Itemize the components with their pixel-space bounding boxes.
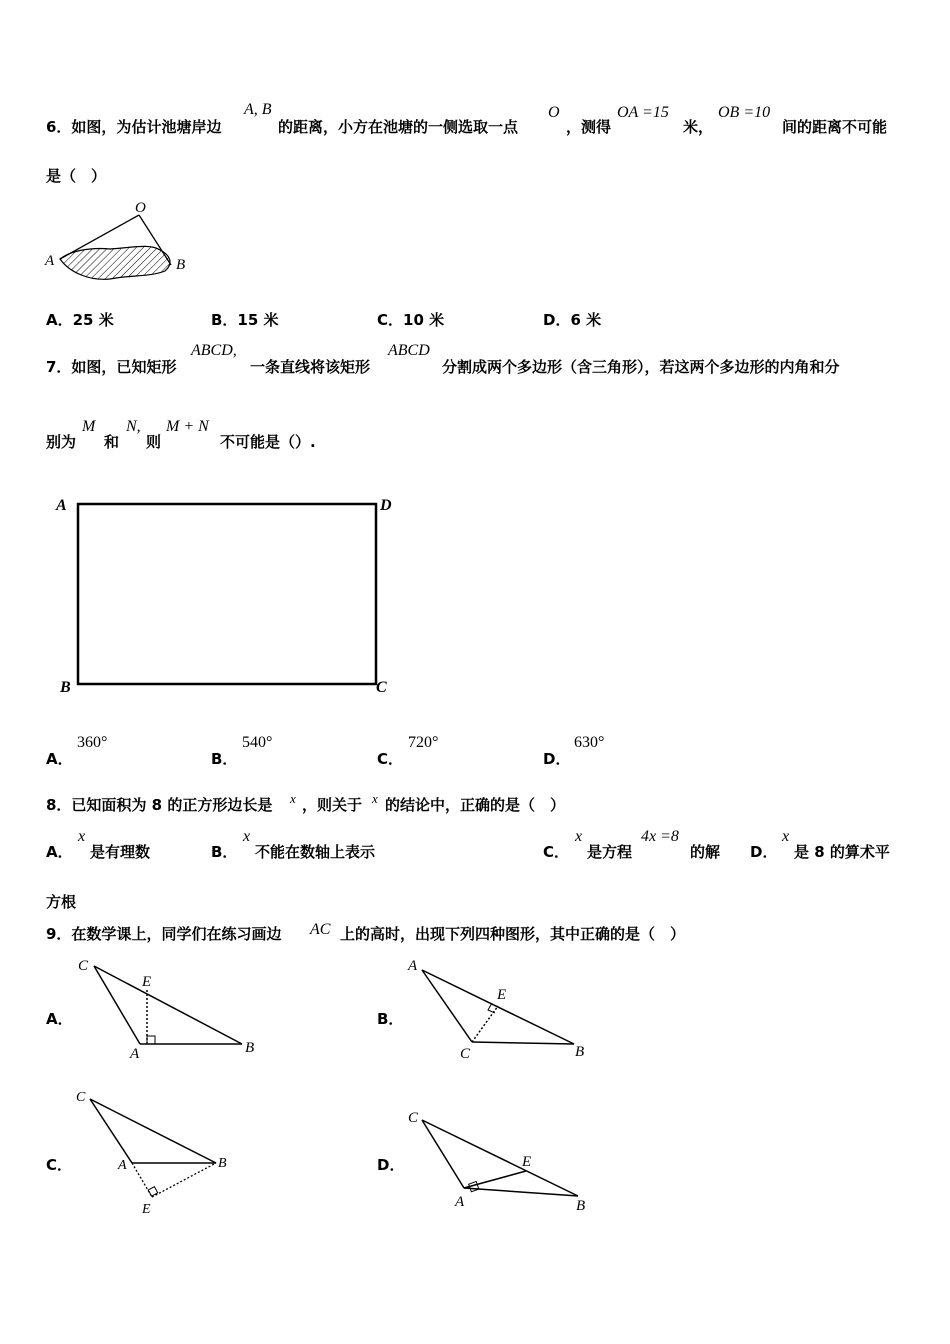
q7-option-d-value: 630° [574, 734, 605, 751]
q9-option-b-label: B． [377, 1010, 404, 1028]
svg-text:C: C [78, 958, 89, 974]
q9-option-c-label: C． [46, 1156, 73, 1174]
point-a-label: A [45, 253, 55, 269]
q7-option-a-label: A． [46, 750, 73, 768]
q7-text-2b: 和 [104, 433, 120, 451]
q8-option-d-text: 是 8 的算术平 [794, 843, 890, 861]
rectangle-abcd [78, 504, 376, 684]
q6-text-1b: 的距离，小方在池塘的一侧选取一点 [278, 118, 519, 136]
q8-text-1b: ，则关于 [302, 796, 363, 814]
q7-option-a-value: 360° [77, 734, 108, 751]
q6-math-o: O [548, 104, 560, 121]
svg-text:A: A [455, 1194, 465, 1210]
svg-text:E: E [522, 1154, 532, 1170]
q6-option-c: C．10 米 [377, 311, 445, 329]
q6-text-2: 是（ ） [46, 167, 107, 185]
q6-pond-figure [40, 195, 200, 285]
svg-text:E: E [142, 1202, 151, 1217]
q8-option-a-label: A． [46, 843, 73, 861]
q6-math-ab: A, B [244, 101, 272, 118]
q6-text-1d: 米， [683, 118, 714, 136]
q7-text-1b: 一条直线将该矩形 [250, 358, 371, 376]
q8-option-a-math: x [78, 828, 86, 845]
svg-text:A: A [130, 1046, 140, 1062]
q7-text-2a: 别为 [46, 433, 77, 451]
vertex-b-label: B [60, 679, 71, 696]
svg-text:B: B [218, 1156, 227, 1171]
q7-text-1c: 分割成两个多边形（含三角形），若这两个多边形的内角和分 [442, 358, 840, 376]
q7-option-b-label: B． [211, 750, 238, 768]
q7-math-abcd2: ABCD [388, 342, 430, 359]
q6-option-b: B．15 米 [211, 311, 279, 329]
q8-text-1c: 的结论中，正确的是（ ） [385, 796, 566, 814]
q6-option-a: A．25 米 [46, 311, 114, 329]
q9-figure-b [400, 950, 600, 1065]
q9-figure-a [70, 950, 270, 1065]
q7-text-1a: 7．如图，已知矩形 [46, 358, 177, 376]
q8-option-b-text: 不能在数轴上表示 [255, 843, 376, 861]
svg-text:C: C [76, 1090, 86, 1105]
q8-option-d-math: x [782, 828, 790, 845]
q7-text-2c: 则 [146, 433, 162, 451]
q8-option-b-math: x [243, 828, 251, 845]
q8-text-1a: 8．已知面积为 8 的正方形边长是 [46, 796, 273, 814]
svg-text:B: B [576, 1198, 586, 1214]
q7-rectangle-figure [50, 490, 410, 700]
q6-math-ob: OB =10 [718, 104, 771, 121]
point-o-label: O [135, 200, 146, 216]
q8-option-c-text2: 的解 [690, 843, 721, 861]
q8-option-b-label: B． [211, 843, 238, 861]
q9-figure-d [400, 1100, 600, 1220]
q8-option-c-math2: 4x =8 [641, 828, 679, 845]
q6-math-oa: OA =15 [617, 104, 669, 121]
q6-text-1c: ，测得 [566, 118, 612, 136]
pond-shape [60, 246, 170, 279]
q8-option-c-text1: 是方程 [587, 843, 633, 861]
q7-math-mn: M + N [166, 418, 209, 435]
q9-figure-c [70, 1085, 250, 1220]
svg-text:A: A [408, 958, 418, 974]
q9-math-ac: AC [310, 921, 331, 938]
svg-text:C: C [460, 1046, 471, 1062]
svg-text:E: E [142, 974, 152, 990]
q7-option-d-label: D． [543, 750, 571, 768]
q9-text-1a: 9．在数学课上，同学们在练习画边 [46, 925, 282, 943]
q9-text-1b: 上的高时，出现下列四种图形，其中正确的是（ ） [340, 925, 686, 943]
q8-math-x1: x [290, 791, 296, 806]
q7-option-b-value: 540° [242, 734, 273, 751]
q6-text-1a: 6．如图，为估计池塘岸边 [46, 118, 222, 136]
svg-text:E: E [497, 987, 507, 1003]
svg-text:B: B [575, 1044, 585, 1060]
q7-math-n: N, [126, 418, 141, 435]
svg-text:A: A [118, 1158, 127, 1173]
q9-option-d-label: D． [377, 1156, 405, 1174]
q7-math-abcd1: ABCD, [191, 342, 237, 359]
q9-option-a-label: A． [46, 1010, 73, 1028]
q8-option-d-label: D． [750, 843, 778, 861]
q8-option-c-math: x [575, 828, 583, 845]
q8-option-a-text: 是有理数 [90, 843, 151, 861]
svg-text:C: C [408, 1110, 419, 1126]
q7-text-2d: 不可能是（）. [220, 433, 316, 451]
vertex-d-label: D [380, 497, 392, 514]
q6-option-d: D．6 米 [543, 311, 602, 329]
q7-math-m: M [82, 418, 96, 435]
vertex-a-label: A [56, 497, 67, 514]
q6-text-1e: 间的距离不可能 [782, 118, 888, 136]
point-b-label: B [176, 257, 186, 273]
q7-option-c-label: C． [377, 750, 404, 768]
q8-text-3: 方根 [46, 893, 77, 911]
svg-text:B: B [245, 1040, 255, 1056]
q7-option-c-value: 720° [408, 734, 439, 751]
vertex-c-label: C [376, 679, 387, 696]
q8-math-x2: x [372, 791, 378, 806]
q8-option-c-label: C． [543, 843, 570, 861]
